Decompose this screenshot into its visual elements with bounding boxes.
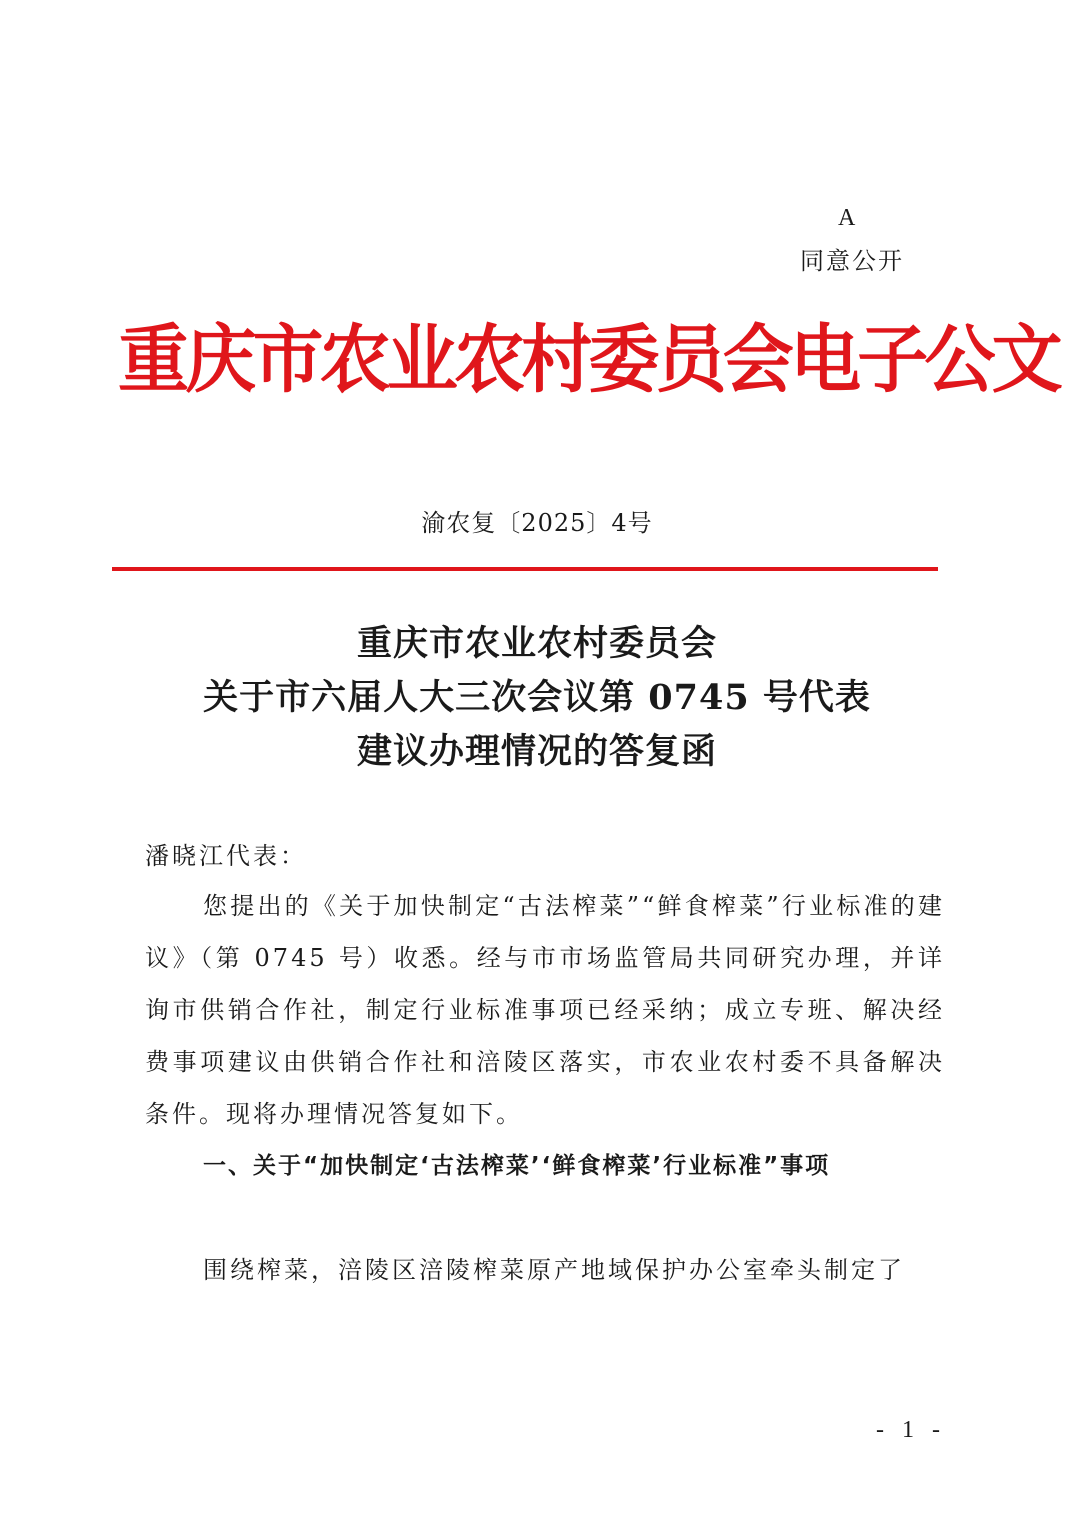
- section-heading-1: 一、关于“加快制定‘古法榨菜’‘鲜食榨菜’行业标准”事项: [203, 1153, 831, 1179]
- document-title-line-2: 关于市六届人大三次会议第 0745 号代表: [203, 677, 871, 718]
- disclosure-status: 同意公开: [800, 247, 904, 275]
- page-number: - 1 -: [876, 1417, 946, 1443]
- red-separator-line: [112, 567, 938, 571]
- classification-mark: A: [838, 205, 856, 231]
- document-number: 渝农复〔2025〕4号: [421, 509, 653, 537]
- document-masthead: 重庆市农业农村委员会电子公文: [118, 317, 1059, 403]
- body-paragraph-1: 您提出的《关于加快制定“古法榨菜”“鲜食榨菜”行业标准的建议》（第 0745 号）收悉。经与市市场监管局共同研究办理，并详询市供销合作社，制定行业标准事项已经采纳；成立专班、解决经费事项建议由供销合作社和涪陵区落实，市农业农村委不具备解决条件。现将办理情况答复如下。: [145, 892, 945, 1128]
- salutation: 潘晓江代表：: [145, 842, 307, 870]
- body-paragraph-2: 围绕榨菜，涪陵区涪陵榨菜原产地域保护办公室牵头制定了: [203, 1256, 905, 1284]
- document-title-line-1: 重庆市农业农村委员会: [356, 623, 717, 664]
- document-title-line-3: 建议办理情况的答复函: [356, 731, 717, 772]
